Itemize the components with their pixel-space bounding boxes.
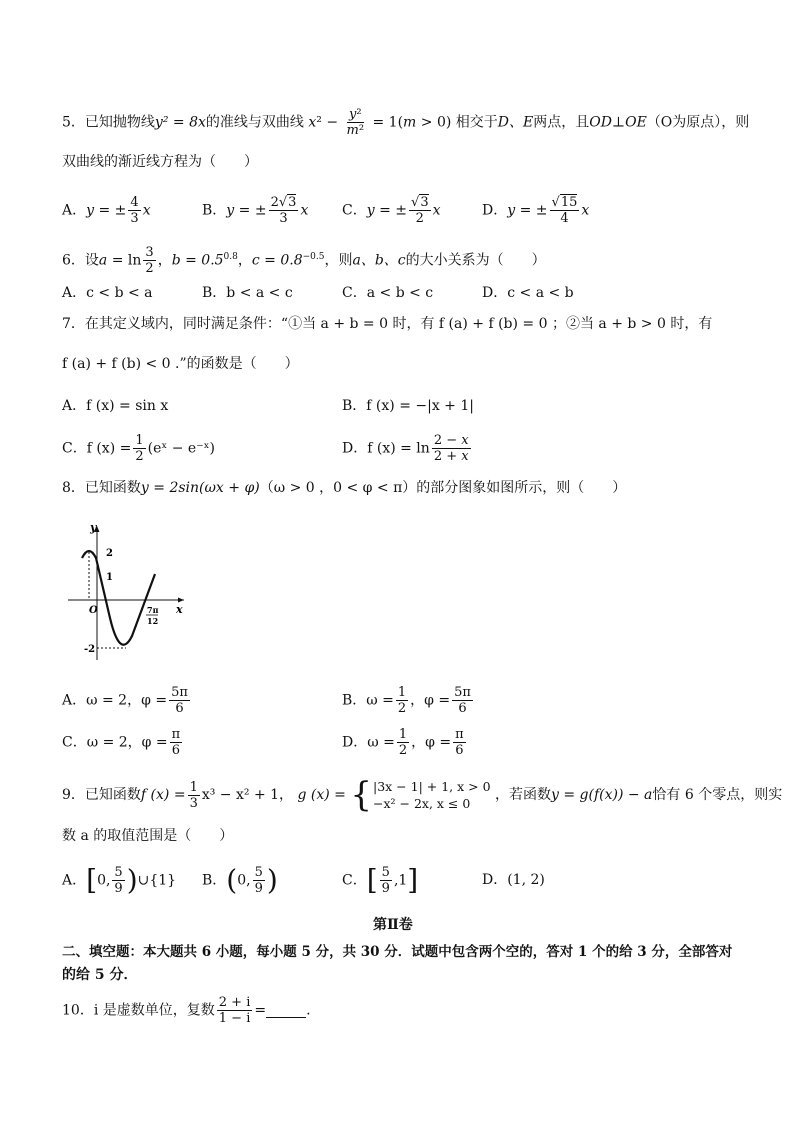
tick-2: 2 xyxy=(106,548,113,559)
y-label: y xyxy=(90,521,97,534)
q10-line: 10．i 是虚数单位，复数 $\frac{2 + i}{1 - i}$ = . xyxy=(62,995,311,1026)
q5-line2: 双曲线的渐近线方程为（ ） xyxy=(62,154,258,170)
q5-option-a: A．y = ± $\frac{4}{3}$ x xyxy=(62,195,151,226)
q9-option-c: C．[ $\frac{5}{9}$ ,1] xyxy=(342,863,419,897)
q7-option-a: A．f (x) = sin x xyxy=(62,398,169,414)
section-instructions-2: 的给 5 分． xyxy=(62,967,138,983)
q6-option-a: A．c < b < a xyxy=(62,285,153,301)
xtick-den: 12 xyxy=(147,616,159,626)
origin-label: O xyxy=(89,605,98,616)
q6-option-b: B．b < a < c xyxy=(202,285,293,301)
sine-graph xyxy=(62,518,192,668)
q5-option-c: C．y = ± $\frac{√3}{2}$ x xyxy=(342,195,441,226)
q7-option-b: B．f (x) = −|x + 1| xyxy=(342,398,474,414)
section-instructions-1: 二、填空题：本大题共 6 小题，每小题 5 分，共 30 分．试题中包含两个空的，答对 1 个的给 3 分，全部答对 xyxy=(62,944,733,960)
q9-line2: 数 a 的取值范围是（ ） xyxy=(62,828,234,844)
tick-1: 1 xyxy=(106,572,113,583)
q9-option-a: A．[0, $\frac{5}{9}$ )∪{1} xyxy=(62,863,177,897)
x-label: x xyxy=(176,603,183,616)
q9-line1: 9．已知函数f (x) = $\frac{1}{3}$ x³ − x² + 1， g (x) = { |3x − 1| + 1, x > 0 −x² − 2x, x ≤ 0 ，若函数y = g(f(x)) − a恰有 6 个零点，则实 xyxy=(62,775,783,815)
q8-line1: 8．已知函数y = 2sin(ωx + φ)（ω > 0 ，0 < φ < π）的部分图象如图所示，则（ ） xyxy=(62,480,627,496)
q6-line1: 6．设a = ln $\frac{3}{2}$ ，$b = 0.5^{0.8}$，$c = 0.8^{-0.5}$，则a、b、c的大小关系为（ ） xyxy=(62,245,546,276)
piecewise-g: { |3x − 1| + 1, x > 0 −x² − 2x, x ≤ 0 xyxy=(350,775,491,815)
answer-blank[interactable] xyxy=(266,1003,306,1018)
q5-option-d: D．y = ± $\frac{√15}{4}$ x xyxy=(482,195,590,226)
hyperbola-fraction: $\frac{\text{y²}}{\text{m²}}$ xyxy=(346,107,365,138)
q5-option-b: B．y = ± $\frac{2√3}{3}$ x xyxy=(202,195,309,226)
q7-option-d: D．f (x) = ln $\frac{2 - x}{2 + x}$ xyxy=(342,433,469,464)
x-axis-arrow xyxy=(178,598,184,603)
q9-option-b: B．(0, $\frac{5}{9}$ ) xyxy=(202,863,278,897)
section-title: 第Ⅱ卷 xyxy=(373,917,413,933)
q8-option-d: D．ω = $\frac{1}{2}$ ，φ = $\frac{\pi}{6}$ xyxy=(342,727,464,758)
sine-curve xyxy=(82,551,155,645)
q5-line1: 5．已知抛物线y² = 8x的准线与双曲线 x² − $\frac{\text{y²}}{\text{m²}}$ = 1(m > 0) 相交于D、E两点，且OD⊥OE（O为原点），则 xyxy=(62,107,750,138)
q6-option-c: C．a < b < c xyxy=(342,285,434,301)
q8-option-b: B．ω = $\frac{1}{2}$ ，φ = $\frac{5\pi}{6}$ xyxy=(342,685,471,716)
q6-option-d: D．c < a < b xyxy=(482,285,574,301)
q8-option-c: C．ω = 2，φ = $\frac{\pi}{6}$ xyxy=(62,727,181,758)
q9-option-d: D．(1, 2) xyxy=(482,872,545,888)
xtick-num: 7π xyxy=(147,605,159,615)
q7-line2: f (a) + f (b) < 0 .”的函数是（ ） xyxy=(62,356,299,372)
q7-line1: 7．在其定义域内，同时满足条件：“①当 a + b = 0 时，有 f (a) + f (b) = 0 ；②当 a + b > 0 时，有 xyxy=(62,316,713,332)
tick-neg2: -2 xyxy=(84,644,96,655)
q8-option-a: A．ω = 2，φ = $\frac{5\pi}{6}$ xyxy=(62,685,188,716)
q7-option-c: C．f (x) = $\frac{1}{2}$ (eˣ − e⁻ˣ) xyxy=(62,433,216,464)
